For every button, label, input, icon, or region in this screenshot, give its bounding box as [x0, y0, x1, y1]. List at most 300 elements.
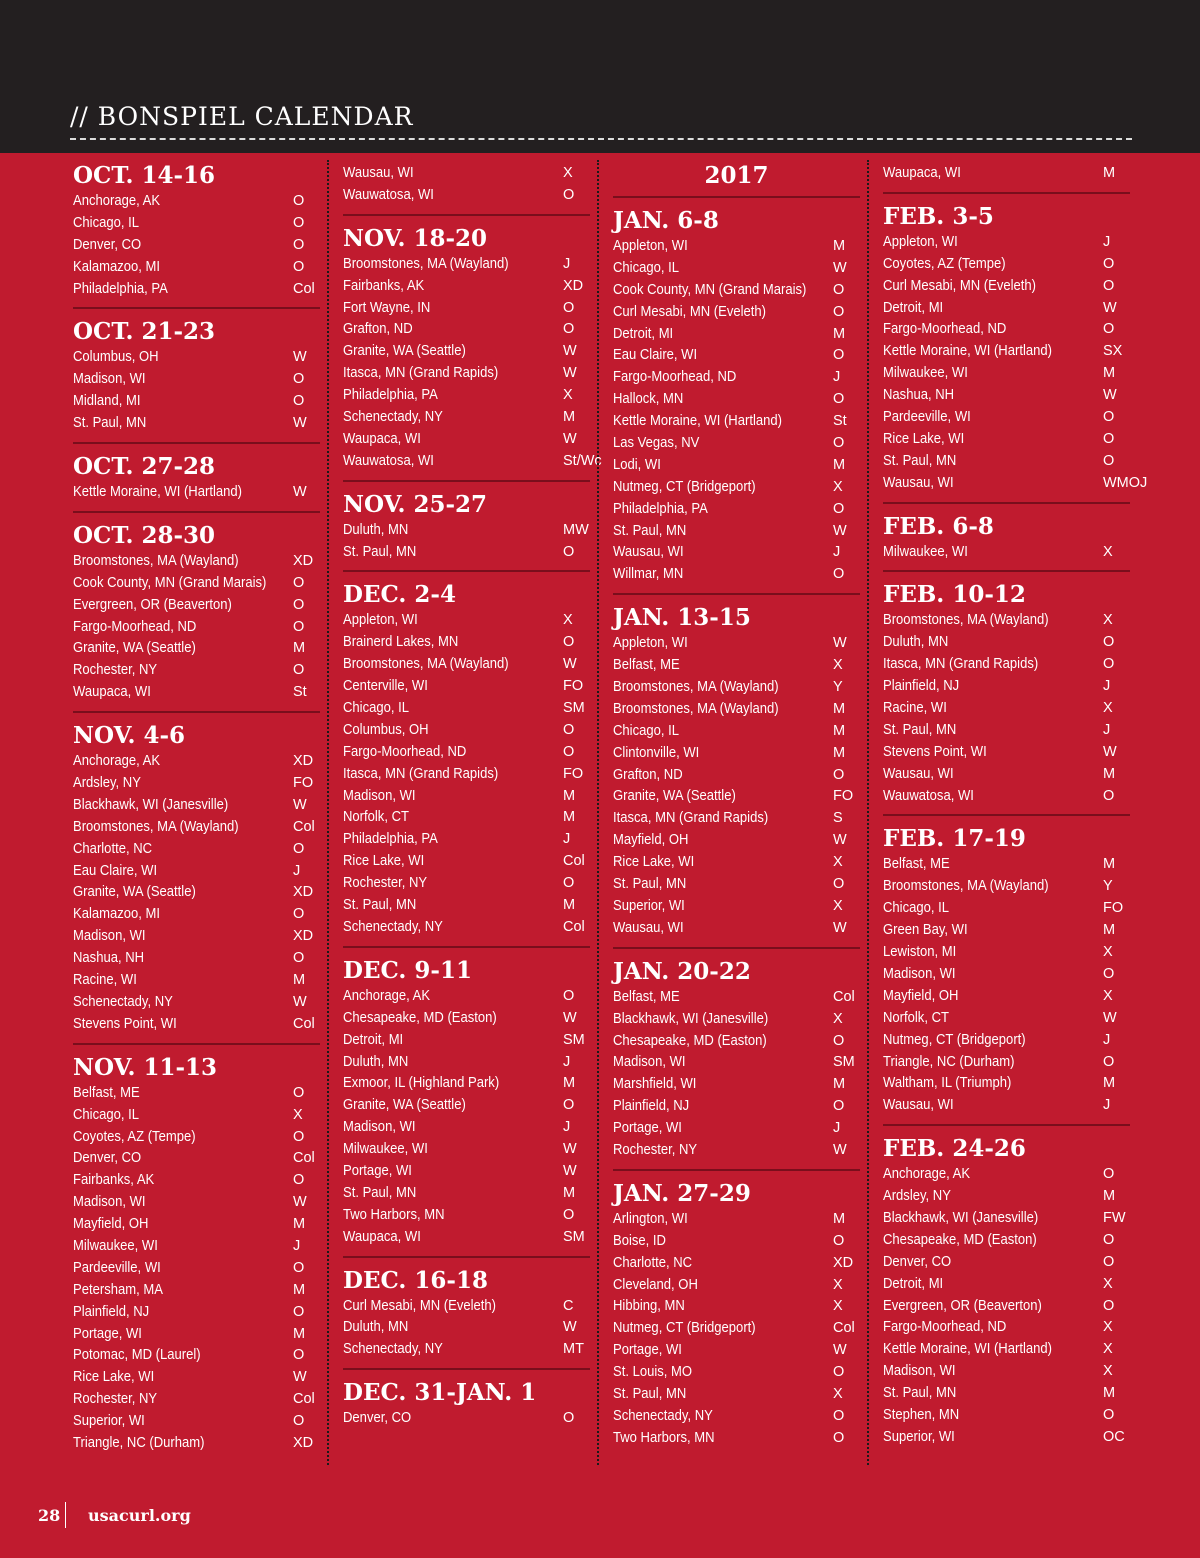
event-location: Las Vegas, NV: [613, 435, 700, 452]
event-row: [883, 163, 1130, 185]
event-code: W: [563, 430, 577, 447]
event-code: O: [293, 574, 305, 591]
event-row: [613, 699, 860, 721]
event-location: Denver, CO: [73, 1150, 142, 1167]
event-location: St. Paul, MN: [883, 452, 957, 469]
event-location: Rice Lake, WI: [613, 854, 695, 871]
event-location: Chesapeake, MD (Easton): [613, 1032, 767, 1049]
event-row: [883, 298, 1130, 320]
event-code: M: [833, 722, 846, 739]
event-location: Duluth, MN: [343, 1053, 409, 1070]
event-location: Detroit, MI: [343, 1031, 404, 1048]
event-code: O: [1103, 634, 1115, 651]
event-location: Fargo-Moorhead, ND: [73, 618, 197, 635]
date-heading: OCT. 27-28: [73, 453, 216, 481]
event-row: [343, 276, 590, 298]
event-code: O: [833, 391, 845, 408]
event-location: Eau Claire, WI: [613, 347, 698, 364]
event-code: Col: [293, 280, 315, 297]
event-code: MT: [563, 1341, 584, 1358]
event-code: O: [293, 906, 305, 923]
event-code: FO: [563, 765, 584, 782]
event-code: M: [563, 809, 576, 826]
event-code: W: [563, 343, 577, 360]
event-code: Col: [563, 853, 585, 870]
event-location: Lodi, WI: [613, 456, 661, 473]
event-location: Schenectady, NY: [343, 1341, 443, 1358]
event-row: [73, 1411, 320, 1433]
event-row: [343, 451, 602, 473]
date-section: [613, 593, 860, 939]
event-location: St. Paul, MN: [343, 897, 417, 914]
event-code: M: [1103, 365, 1116, 382]
event-location: Curl Mesabi, MN (Eveleth): [883, 277, 1037, 294]
event-location: Charlotte, NC: [73, 840, 153, 857]
event-code: O: [293, 393, 305, 410]
event-row: [883, 276, 1130, 298]
event-location: Mayfield, OH: [613, 832, 689, 849]
event-code: M: [1103, 1188, 1116, 1205]
event-row: [883, 786, 1130, 808]
event-row: [343, 407, 590, 429]
event-row: [883, 942, 1130, 964]
event-location: Madison, WI: [883, 1363, 956, 1380]
event-row: [883, 764, 1130, 786]
event-row: [613, 830, 860, 852]
event-code: O: [293, 596, 305, 613]
event-location: Lewiston, MI: [883, 944, 957, 961]
event-row: [343, 829, 590, 851]
event-location: Wauwatosa, WI: [343, 186, 434, 203]
event-code: O: [833, 566, 845, 583]
event-row: [613, 765, 860, 787]
event-location: Rice Lake, WI: [73, 1369, 155, 1386]
event-location: Kettle Moraine, WI (Hartland): [613, 413, 782, 430]
event-row: [613, 1052, 860, 1074]
event-code: Col: [293, 1015, 315, 1032]
event-row: [343, 698, 590, 720]
event-row: [613, 433, 860, 455]
event-location: Madison, WI: [73, 928, 146, 945]
event-row: [73, 1302, 320, 1324]
event-code: O: [833, 347, 845, 364]
event-location: Chicago, IL: [73, 1106, 140, 1123]
event-row: [613, 1340, 860, 1362]
event-row: [883, 429, 1130, 451]
event-code: Y: [1103, 878, 1113, 895]
event-code: O: [833, 1429, 845, 1446]
event-code: W: [563, 1009, 577, 1026]
date-section: [343, 946, 590, 1249]
event-location: Madison, WI: [343, 787, 416, 804]
event-row: [73, 948, 320, 970]
event-code: SM: [833, 1054, 855, 1071]
event-location: Broomstones, MA (Wayland): [343, 255, 509, 272]
event-code: Col: [833, 1320, 855, 1337]
event-location: Nashua, NH: [883, 387, 955, 404]
event-location: Detroit, MI: [883, 299, 944, 316]
event-location: Nutmeg, CT (Bridgeport): [613, 1320, 756, 1337]
event-row: [613, 499, 860, 521]
event-code: O: [293, 1084, 305, 1101]
event-code: O: [293, 618, 305, 635]
event-row: [343, 1205, 590, 1227]
event-location: Rice Lake, WI: [343, 853, 425, 870]
event-code: W: [833, 832, 847, 849]
event-row: [343, 341, 590, 363]
event-row: [883, 986, 1130, 1008]
date-section: [343, 480, 590, 564]
event-row: [613, 1275, 860, 1297]
event-row: [883, 473, 1148, 495]
event-row: [613, 1318, 860, 1340]
event-row: [883, 876, 1130, 898]
event-code: XD: [293, 753, 314, 770]
event-location: Cleveland, OH: [613, 1276, 698, 1293]
date-heading: OCT. 28-30: [73, 521, 216, 549]
event-location: Columbus, OH: [343, 721, 429, 738]
event-location: Philadelphia, PA: [343, 387, 438, 404]
event-location: Granite, WA (Seattle): [343, 343, 466, 360]
event-code: O: [563, 987, 575, 1004]
column-divider: [867, 160, 869, 1465]
event-code: O: [1103, 409, 1115, 426]
event-code: O: [833, 500, 845, 517]
event-location: Fairbanks, AK: [73, 1172, 155, 1189]
event-code: J: [1103, 1097, 1111, 1114]
event-row: [613, 1118, 860, 1140]
date-heading: OCT. 14-16: [73, 162, 216, 189]
event-code: M: [563, 897, 576, 914]
event-code: J: [833, 1120, 841, 1137]
column-divider: [597, 160, 599, 1465]
event-location: Schenectady, NY: [73, 993, 173, 1010]
date-heading: FEB. 3-5: [883, 202, 994, 230]
event-row: [343, 163, 590, 185]
page-number: 28: [38, 1506, 61, 1525]
event-row: [883, 1030, 1130, 1052]
date-section: [613, 947, 860, 1162]
event-row: [343, 1408, 590, 1430]
event-row: [73, 1083, 320, 1105]
event-row: [343, 676, 590, 698]
event-row: [613, 1209, 860, 1231]
event-row: [73, 1014, 320, 1036]
event-row: [73, 795, 320, 817]
event-location: Duluth, MN: [343, 1319, 409, 1336]
event-location: Rice Lake, WI: [883, 430, 965, 447]
event-location: Evergreen, OR (Beaverton): [883, 1297, 1042, 1314]
event-location: Philadelphia, PA: [343, 831, 438, 848]
event-location: Madison, WI: [343, 1119, 416, 1136]
event-row: [613, 1384, 860, 1406]
event-row: [883, 1008, 1130, 1030]
event-location: Boise, ID: [613, 1232, 666, 1249]
event-location: Philadelphia, PA: [73, 280, 168, 297]
event-location: Philadelphia, PA: [613, 500, 708, 517]
event-code: O: [293, 1347, 305, 1364]
event-code: O: [1103, 965, 1115, 982]
event-code: O: [833, 876, 845, 893]
event-row: [73, 595, 320, 617]
event-row: [883, 898, 1130, 920]
event-location: Grafton, ND: [343, 321, 413, 338]
event-code: X: [1103, 1319, 1113, 1336]
event-location: Belfast, ME: [613, 657, 680, 674]
event-row: [613, 852, 860, 874]
date-section: [343, 570, 590, 938]
event-code: O: [1103, 1231, 1115, 1248]
event-location: Columbus, OH: [73, 349, 159, 366]
event-location: Milwaukee, WI: [883, 543, 968, 560]
event-row: [73, 1148, 320, 1170]
event-location: Broomstones, MA (Wayland): [613, 679, 779, 696]
event-code: W: [833, 522, 847, 539]
event-location: Belfast, ME: [73, 1084, 140, 1101]
event-code: XD: [563, 277, 584, 294]
event-row: [883, 610, 1130, 632]
event-code: X: [1103, 543, 1113, 560]
event-row: [883, 920, 1130, 942]
event-code: M: [563, 1075, 576, 1092]
event-row: [73, 279, 320, 301]
event-location: Schenectady, NY: [343, 918, 443, 935]
event-code: O: [833, 1232, 845, 1249]
event-row: [73, 882, 320, 904]
event-location: Anchorage, AK: [73, 193, 161, 209]
event-location: Appleton, WI: [883, 233, 958, 250]
event-code: W: [833, 1342, 847, 1359]
event-row: [73, 213, 320, 235]
event-code: J: [563, 255, 571, 272]
event-row: [343, 1317, 590, 1339]
event-row: [613, 874, 860, 896]
event-row: [73, 573, 320, 595]
date-heading: DEC. 2-4: [343, 581, 456, 609]
event-location: Wausau, WI: [883, 1097, 954, 1114]
event-code: O: [833, 1098, 845, 1115]
event-location: Plainfield, NJ: [73, 1303, 150, 1320]
event-code: O: [1103, 1406, 1115, 1423]
event-location: Chesapeake, MD (Easton): [343, 1009, 497, 1026]
event-location: Fargo-Moorhead, ND: [613, 369, 737, 386]
event-code: J: [1103, 1031, 1111, 1048]
event-row: [883, 1361, 1130, 1383]
event-code: Y: [833, 679, 843, 696]
event-code: O: [833, 1364, 845, 1381]
event-row: [73, 638, 320, 660]
event-code: MW: [563, 521, 589, 538]
event-location: St. Paul, MN: [883, 721, 957, 738]
event-location: Stevens Point, WI: [73, 1015, 177, 1032]
event-location: Rochester, NY: [73, 662, 158, 679]
event-code: O: [563, 743, 575, 760]
event-location: Stephen, MN: [883, 1406, 960, 1423]
event-code: O: [563, 1206, 575, 1223]
event-row: [343, 1073, 590, 1095]
event-location: Superior, WI: [73, 1413, 145, 1430]
event-location: St. Paul, MN: [883, 1385, 957, 1402]
event-row: [613, 655, 860, 677]
event-location: Broomstones, MA (Wayland): [883, 612, 1049, 629]
event-location: St. Paul, MN: [613, 1385, 687, 1402]
event-location: Chesapeake, MD (Easton): [883, 1231, 1037, 1248]
date-heading: JAN. 27-29: [613, 1179, 751, 1207]
event-row: [613, 1231, 860, 1253]
event-code: X: [1103, 1363, 1113, 1380]
event-code: W: [833, 1141, 847, 1158]
event-row: [343, 632, 590, 654]
event-code: M: [1103, 856, 1116, 873]
event-row: [73, 413, 320, 435]
event-location: Norfolk, CT: [883, 1009, 949, 1026]
date-heading: NOV. 18-20: [343, 224, 488, 252]
event-location: Marshfield, WI: [613, 1076, 697, 1093]
event-location: Belfast, ME: [883, 856, 950, 873]
date-heading: JAN. 20-22: [613, 957, 751, 985]
event-location: Detroit, MI: [613, 325, 674, 342]
event-code: W: [1103, 743, 1117, 760]
event-row: [73, 861, 320, 883]
event-row: [613, 633, 860, 655]
event-location: Chicago, IL: [343, 700, 410, 717]
event-row: [343, 385, 590, 407]
event-code: O: [293, 1259, 305, 1276]
event-row: [883, 1073, 1130, 1095]
event-location: Rochester, NY: [343, 875, 428, 892]
event-code: M: [293, 972, 306, 989]
event-code: W: [1103, 299, 1117, 316]
event-location: Granite, WA (Seattle): [73, 640, 196, 657]
event-code: FO: [833, 788, 854, 805]
event-code: WMOJ: [1103, 474, 1148, 491]
event-location: Schenectady, NY: [343, 409, 443, 426]
event-row: [73, 1433, 320, 1455]
event-location: Superior, WI: [613, 897, 685, 914]
event-location: Itasca, MN (Grand Rapids): [343, 365, 499, 382]
event-location: Appleton, WI: [343, 612, 418, 629]
event-location: Cook County, MN (Grand Marais): [73, 574, 267, 591]
event-location: Milwaukee, WI: [343, 1141, 428, 1158]
date-section: [883, 570, 1130, 807]
event-location: Plainfield, NJ: [883, 678, 960, 695]
event-code: W: [293, 993, 307, 1010]
event-code: W: [293, 796, 307, 813]
event-location: Chicago, IL: [883, 900, 950, 917]
event-code: J: [833, 369, 841, 386]
event-row: [883, 1164, 1130, 1186]
event-row: [613, 1074, 860, 1096]
event-location: Madison, WI: [73, 371, 146, 388]
event-row: [73, 992, 320, 1014]
date-section: [613, 196, 860, 586]
event-code: W: [833, 259, 847, 276]
event-location: Superior, WI: [883, 1428, 955, 1445]
event-location: Milwaukee, WI: [883, 365, 968, 382]
event-location: Wausau, WI: [613, 919, 684, 936]
footer-url: usacurl.org: [88, 1506, 191, 1525]
event-location: Portage, WI: [613, 1120, 682, 1137]
event-row: [73, 1214, 320, 1236]
event-row: [73, 660, 320, 682]
event-code: O: [833, 435, 845, 452]
event-location: Madison, WI: [613, 1054, 686, 1071]
event-row: [343, 1052, 590, 1074]
event-row: [883, 964, 1130, 986]
event-row: [883, 1274, 1130, 1296]
event-row: [613, 1362, 860, 1384]
event-code: W: [293, 1369, 307, 1386]
event-row: [73, 1127, 320, 1149]
event-location: Duluth, MN: [883, 634, 949, 651]
event-row: [343, 429, 590, 451]
event-row: [343, 520, 590, 542]
event-row: [883, 385, 1130, 407]
event-location: Fairbanks, AK: [343, 277, 425, 294]
event-row: [883, 720, 1130, 742]
date-heading: FEB. 17-19: [883, 825, 1026, 853]
event-location: Pardeeville, WI: [883, 409, 971, 426]
event-row: [343, 1008, 590, 1030]
event-code: M: [563, 409, 576, 426]
event-code: O: [293, 950, 305, 967]
date-section: [883, 814, 1130, 1117]
event-code: O: [563, 1097, 575, 1114]
event-location: Wauwatosa, WI: [883, 787, 974, 804]
event-code: W: [563, 1162, 577, 1179]
event-code: W: [293, 349, 307, 366]
date-section: [613, 1169, 860, 1450]
event-code: O: [833, 766, 845, 783]
event-code: J: [833, 544, 841, 561]
date-heading: DEC. 31-JAN. 1: [343, 1379, 537, 1407]
event-row: [883, 542, 1130, 564]
event-row: [73, 1345, 320, 1367]
event-location: Racine, WI: [883, 700, 947, 717]
event-location: Kettle Moraine, WI (Hartland): [883, 1341, 1052, 1358]
event-row: [73, 682, 320, 704]
event-row: [883, 1186, 1130, 1208]
event-location: Waupaca, WI: [343, 1228, 421, 1245]
event-row: [613, 1428, 860, 1450]
event-row: [343, 1095, 590, 1117]
event-location: Wausau, WI: [343, 165, 414, 181]
date-heading: FEB. 24-26: [883, 1135, 1026, 1163]
event-code: J: [1103, 721, 1111, 738]
event-row: [883, 407, 1130, 429]
event-code: FW: [1103, 1209, 1126, 1226]
event-location: Fargo-Moorhead, ND: [883, 321, 1007, 338]
event-location: Norfolk, CT: [343, 809, 409, 826]
event-location: St. Paul, MN: [343, 543, 417, 560]
event-location: Nutmeg, CT (Bridgeport): [883, 1031, 1026, 1048]
event-row: [343, 742, 590, 764]
event-code: O: [1103, 1253, 1115, 1270]
event-code: C: [563, 1297, 574, 1314]
event-row: [343, 1339, 590, 1361]
date-section: [343, 214, 602, 473]
event-row: [883, 654, 1130, 676]
date-heading: FEB. 10-12: [883, 581, 1026, 609]
event-row: [883, 363, 1130, 385]
event-row: [343, 1227, 590, 1249]
event-code: SM: [563, 1031, 585, 1048]
event-code: O: [563, 721, 575, 738]
date-section: [613, 160, 860, 189]
event-location: Kettle Moraine, WI (Hartland): [883, 343, 1052, 360]
event-row: [73, 839, 320, 861]
date-section: [343, 1368, 590, 1430]
